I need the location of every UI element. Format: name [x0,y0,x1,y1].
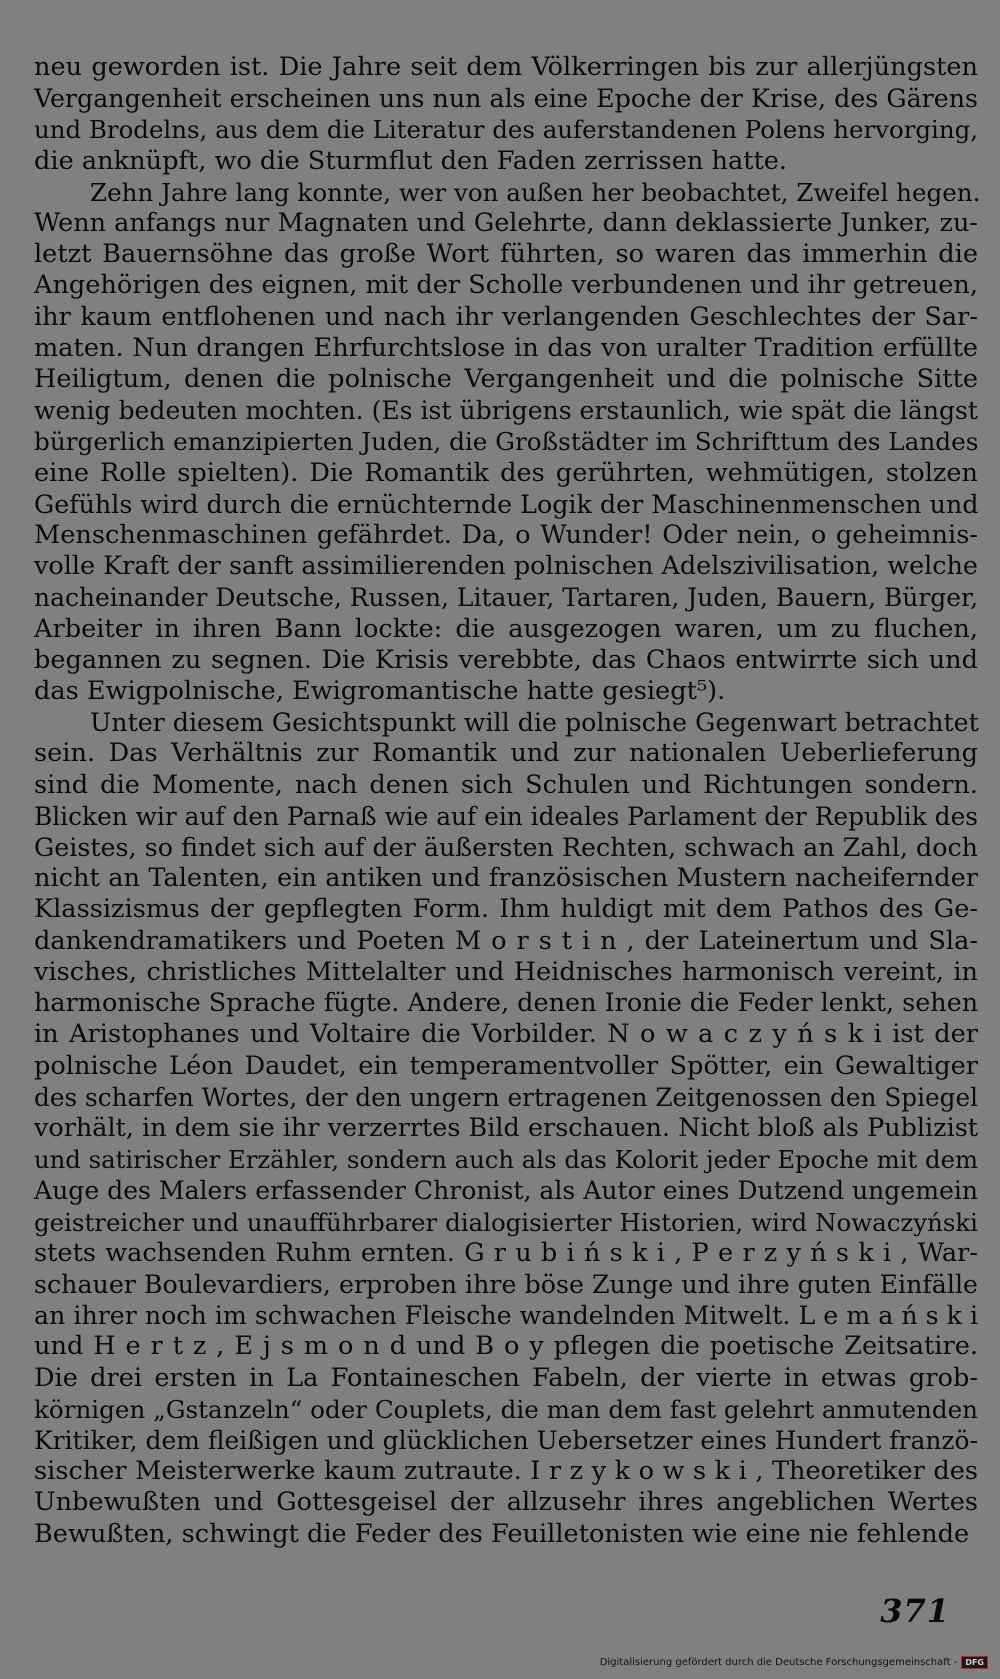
text-line: Geistes, so findet sich auf der äußersten Rechten, schwach an Zahl, doch [34,832,978,863]
text-line: maten. Nun drangen Ehrfurchtslose in das von uralter Tradition erfüllte [34,332,978,363]
text-line: eine Rolle spielten). Die Romantik des gerührten, wehmütigen, stolzen [34,457,978,488]
text-line: Zehn Jahre lang konnte, wer von außen her beobachtet, Zweifel hegen. [90,177,981,207]
paragraph [34,707,978,1549]
text-line: harmonische Sprache fügte. Andere, denen Ironie die Feder lenkt, sehen [34,988,979,1019]
text-line: geistreicher und unaufführbarer dialogisierter Historien, wird Nowaczyński [34,1207,978,1237]
text-line: an ihrer noch im schwachen Fleische wandelnden Mitwelt. L e m a ń s k i [34,1301,979,1331]
text-line: in Aristophanes und Voltaire die Vorbilder. N o w a c z y ń s k i ist der [34,1019,978,1050]
text-line: und H e r t z , E j s m o n d und B o y pflegen die poetische Zeitsatire. [34,1331,978,1362]
paragraph [34,177,981,707]
text-line: Die drei ersten in La Fontaineschen Fabeln, der vierte in etwas grob- [34,1362,978,1393]
text-line: das Ewigpolnische, Ewigromantische hatte gesiegt⁵). [34,676,726,707]
text-line: Auge des Malers erfassender Chronist, als Autor eines Dutzend ungemein [34,1176,978,1206]
text-line: Vergangenheit erscheinen uns nun als eine Epoche der Krise, des Gärens [34,84,978,114]
text-line: vorhält, in dem sie ihr verzerrtes Bild erschauen. Nicht bloß als Publizist [34,1112,978,1143]
text-line: Unter diesem Gesichtspunkt will die polnische Gegenwart betrachtet [90,708,979,738]
text-line: ihr kaum entflohenen und nach ihr verlangenden Geschlechtes der Sar- [34,301,978,332]
text-line: visches, christliches Mittelalter und Heidnisches harmonisch vereint, in [34,956,978,987]
text-line: polnische Léon Daudet, ein temperamentvoller Spötter, ein Gewaltiger [34,1050,978,1081]
text-line: sischer Meisterwerke kaum zutraute. I r z y k o w s k i , Theoretiker des [34,1456,978,1487]
text-line: wenig bedeuten mochten. (Es ist übrigens erstaunlich, wie spät die längst [34,396,978,426]
text-line: Heiligtum, denen die polnische Vergangenheit und die polnische Sitte [34,364,978,395]
page-number: 371 [880,1592,950,1630]
text-line: die anknüpft, wo die Sturmflut den Faden zerrissen hatte. [34,145,788,176]
text-line: sein. Das Verhältnis zur Romantik und zur nationalen Ueberlieferung [34,738,978,769]
text-line: begannen zu segnen. Die Krisis verebbte, das Chaos entwirrte sich und [34,644,978,675]
footer [600,1656,988,1669]
text-line: und Brodelns, aus dem die Literatur des auferstandenen Polens hervorging, [34,115,978,145]
text-line: nicht an Talenten, ein antiken und französischen Mustern nacheifernder [34,863,978,894]
text-line: Angehörigen des eignen, mit der Scholle verbundenen und ihr getreuen, [34,270,978,301]
text-line: Blicken wir auf den Parnaß wie auf ein ideales Parlament der Republik des [34,801,979,831]
text-line: Kritiker, dem fleißigen und glücklichen Uebersetzer eines Hundert franzö- [34,1425,978,1455]
text-line: nacheinander Deutsche, Russen, Litauer, Tartaren, Juden, Bauern, Bürger, [34,583,979,613]
text-line: Wenn anfangs nur Magnaten und Gelehrte, dann deklassierte Junker, zu- [34,208,978,239]
text-line: Bewußten, schwingt die Feder des Feuilletonisten wie eine nie fehlende [34,1518,970,1549]
text-line: volle Kraft der sanft assimilierenden polnischen Adelszivilisation, welche [34,551,978,582]
paragraph [34,52,978,177]
footer-credit: Digitalisierung gefördert durch die Deutsche Forschungsgemeinschaft - [599,1657,958,1668]
page-body [34,52,981,1550]
text-line: dankendramatikers und Poeten M o r s t i n , der Lateinertum und Sla- [34,925,978,956]
text-line: und satirischer Erzähler, sondern auch als das Kolorit jeder Epoche mit dem [34,1145,978,1175]
text-line: neu geworden ist. Die Jahre seit dem Völkerringen bis zur allerjüngsten [34,52,978,82]
text-line: bürgerlich emanzipierten Juden, die Großstädter im Schrifttum des Landes [34,427,979,457]
text-line: Gefühls wird durch die ernüchternde Logik der Maschinenmenschen und [34,488,979,519]
text-line: schauer Boulevardiers, erproben ihre böse Zunge und ihre guten Einfälle [34,1269,979,1299]
text-line: letzt Bauernsöhne das große Wort führten, so waren das immerhin die [34,239,978,270]
text-line: Arbeiter in ihren Bann lockte: die ausgezogen waren, um zu fluchen, [34,613,978,644]
text-line: Unbewußten und Gottesgeisel der allzusehr ihres angeblichen Wertes [34,1487,978,1518]
text-line: Menschenmaschinen gefährdet. Da, o Wunder! Oder nein, o geheimnis- [34,520,978,551]
text-line: des scharfen Wortes, der den ungern ertragenen Zeitgenossen den Spiegel [34,1082,978,1112]
text-line: sind die Momente, nach denen sich Schulen und Richtungen sondern. [34,769,978,800]
text-line: körnigen „Gstanzeln“ oder Couplets, die man dem fast gelehrt anmutenden [34,1394,978,1424]
text-line: Klassizismus der gepflegten Form. Ihm huldigt mit dem Pathos des Ge- [34,894,978,925]
dfg-logo-icon: DFG [961,1656,988,1669]
text-line: stets wachsenden Ruhm ernten. G r u b i ń s k i , P e r z y ń s k i , War- [34,1237,978,1268]
